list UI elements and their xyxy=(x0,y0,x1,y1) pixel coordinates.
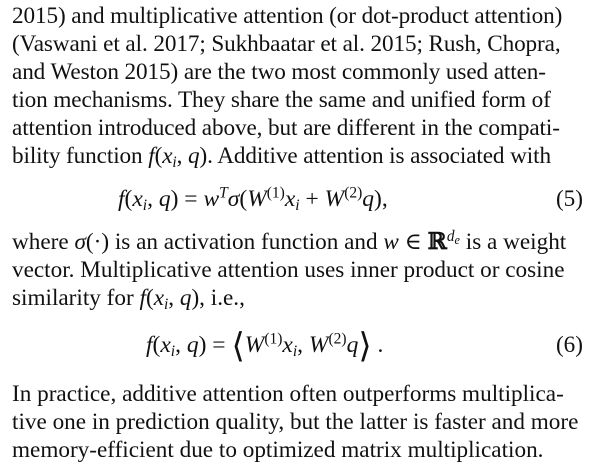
text-span: is an activation function and xyxy=(114,229,378,255)
equation-multiplicative-attention: $f(x_i$, $q) = ⟨W^{(1)}x_i$, $W^{(2)}q⟩$ . xyxy=(146,327,384,365)
equation-additive-attention: $f(x_i$, $q) = w^T\sigma(W^{(1)}x_i + W^{(2)}q)$, xyxy=(118,184,388,214)
text-line-with-inline-math xyxy=(12,228,566,256)
text-line: memory-efficient due to optimized matrix multiplication. xyxy=(12,437,544,463)
text-span: is a weight xyxy=(465,229,567,255)
text-line: 2015) and multiplicative attention (or dot-product attention) xyxy=(12,3,563,29)
inline-math-f-xi-q: $f(x_i$, q) xyxy=(148,143,208,171)
text-span: bility function xyxy=(12,143,143,169)
text-line: attention introduced above, but are different in the compati- xyxy=(12,115,560,141)
text-line: vector. Multiplicative attention uses inner product or cosine xyxy=(12,257,565,283)
text-line: In practice, additive attention often outperforms multiplica- xyxy=(12,381,564,407)
inline-math-f-xi-q: $f(x_i$, q) xyxy=(139,285,200,313)
equation-number: (6) xyxy=(555,332,583,358)
inline-math-sigma: σ(·) xyxy=(74,229,110,255)
inline-math-w-in-rde: w ∈ ℝ$^{d_e}$ xyxy=(383,227,460,255)
text-span: . Additive attention is associated with xyxy=(207,143,551,169)
text-span: , i.e., xyxy=(199,285,245,311)
text-line: tive one in prediction quality, but the latter is faster and more xyxy=(12,409,579,435)
text-line-with-inline-math xyxy=(12,142,551,170)
text-line: (Vaswani et al. 2017; Sukhbaatar et al. 2015; Rush, Chopra, xyxy=(12,31,561,57)
text-line: tion mechanisms. They share the same and unified form of xyxy=(12,87,551,113)
equation-number: (5) xyxy=(555,186,583,212)
text-line: and Weston 2015) are the two most commonly used atten- xyxy=(12,59,546,85)
text-line-with-inline-math xyxy=(12,284,245,312)
text-span: where xyxy=(12,229,69,255)
text-span: similarity for xyxy=(12,285,134,311)
